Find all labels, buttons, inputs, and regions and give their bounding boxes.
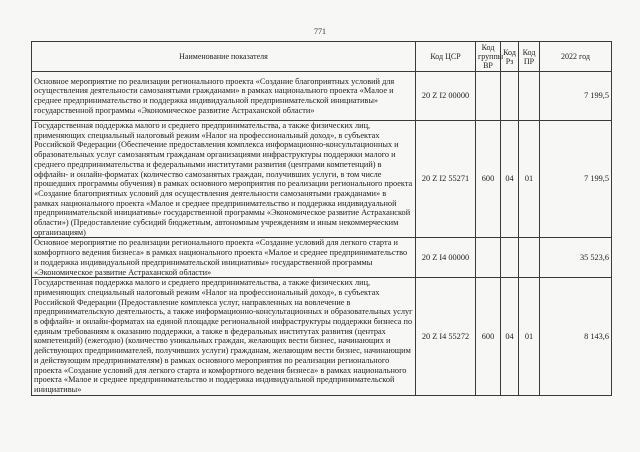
row-vr: 600 [476, 278, 501, 395]
page-number: 771 [314, 27, 326, 36]
header-name: Наименование показателя [32, 42, 416, 72]
row-amount: 7 199,5 [540, 72, 612, 121]
row-name: Основное мероприятие по реализации регионального проекта «Создание условий для легкого старта и комфортного ведения бизнеса» в рамках национального проекта «Малое и среднее предпринимательство и поддержка индивидуальной предпринимательской инициативы» государственной программы «Экономическое развитие Астраханской области» [32, 238, 416, 278]
row-rz: 04 [501, 121, 519, 238]
header-vr: Код группы ВР [476, 42, 501, 72]
row-csr: 20 Z I4 00000 [416, 238, 476, 278]
header-rz: Код Рз [501, 42, 519, 72]
row-pr: 01 [519, 121, 540, 238]
table-row [32, 72, 612, 121]
table-row [32, 238, 612, 278]
row-vr [476, 238, 501, 278]
table-row [32, 121, 612, 238]
row-pr: 01 [519, 278, 540, 395]
row-rz [501, 72, 519, 121]
row-rz [501, 238, 519, 278]
header-year: 2022 год [540, 42, 612, 72]
row-pr [519, 238, 540, 278]
row-vr: 600 [476, 121, 501, 238]
row-name: Государственная поддержка малого и среднего предпринимательства, а также физических лиц, применяющих специальный налоговый режим «Налог на профессиональный доход», в субъектах Российской Федерации (Предоставление комплекса услуг, направленных на вовлечение в предпринимательскую деятельность, а также информационно-консультационных и образовательных услуг в оффлайн- и онлайн-форматах на единой площадке региональной инфраструктуры поддержки бизнеса по единым требованиям к оказанию поддержки, а также в федеральных институтах развития (центрах компетенций) (ежегодно) (количество уникальных граждан, желающих вести бизнес, начинающих и действующих предпринимателей, получивших услуги) гражданам, желающим вести бизнес, начинающим и действующим предпринимателям) в рамках основного мероприятия по реализации регионального проекта «Создание условий для легкого старта и комфортного ведения бизнеса» в рамках национального проекта «Малое и среднее предпринимательство и поддержка индивидуальной предпринимательской инициативы» [32, 278, 416, 395]
row-csr: 20 Z I4 55272 [416, 278, 476, 395]
row-csr: 20 Z I2 00000 [416, 72, 476, 121]
row-csr: 20 Z I2 55271 [416, 121, 476, 238]
budget-table [31, 41, 612, 396]
row-amount: 35 523,6 [540, 238, 612, 278]
table-row [32, 278, 612, 395]
row-amount: 8 143,6 [540, 278, 612, 395]
table-header-row [32, 42, 612, 72]
header-csr: Код ЦСР [416, 42, 476, 72]
row-pr [519, 72, 540, 121]
header-pr: Код ПР [519, 42, 540, 72]
row-rz: 04 [501, 278, 519, 395]
row-vr [476, 72, 501, 121]
row-name: Основное мероприятие по реализации регионального проекта «Создание благоприятных условий для осуществления деятельности самозанятыми гражданами» в рамках национального проекта «Малое и среднее предпринимательство и поддержка индивидуальной предпринимательской инициативы» государственной программы «Экономическое развитие Астраханской области» [32, 72, 416, 121]
row-name: Государственная поддержка малого и среднего предпринимательства, а также физических лиц, применяющих специальный налоговый режим «Налог на профессиональный доход», в субъектах Российской Федерации (Обеспечение предоставления комплекса информационно-консультационных и образовательных услуг самозанятым гражданам организациями инфраструктуры поддержки малого и среднего предпринимательства и федеральными институтами развития (центрами компетенций) в оффлайн- и онлайн-форматах (количество самозанятых граждан, получивших услуги, в том числе прошедших программы обучения) в рамках основного мероприятия по реализации регионального проекта «Создание благоприятных условий для осуществления деятельности самозанятыми гражданами» в рамках национального проекта «Малое и среднее предпринимательство и поддержка индивидуальной предпринимательской инициативы» государственной программы «Экономическое развитие Астраханской области») (Предоставление субсидий бюджетным, автономным учреждениям и иным некоммерческим организациям) [32, 121, 416, 238]
row-amount: 7 199,5 [540, 121, 612, 238]
